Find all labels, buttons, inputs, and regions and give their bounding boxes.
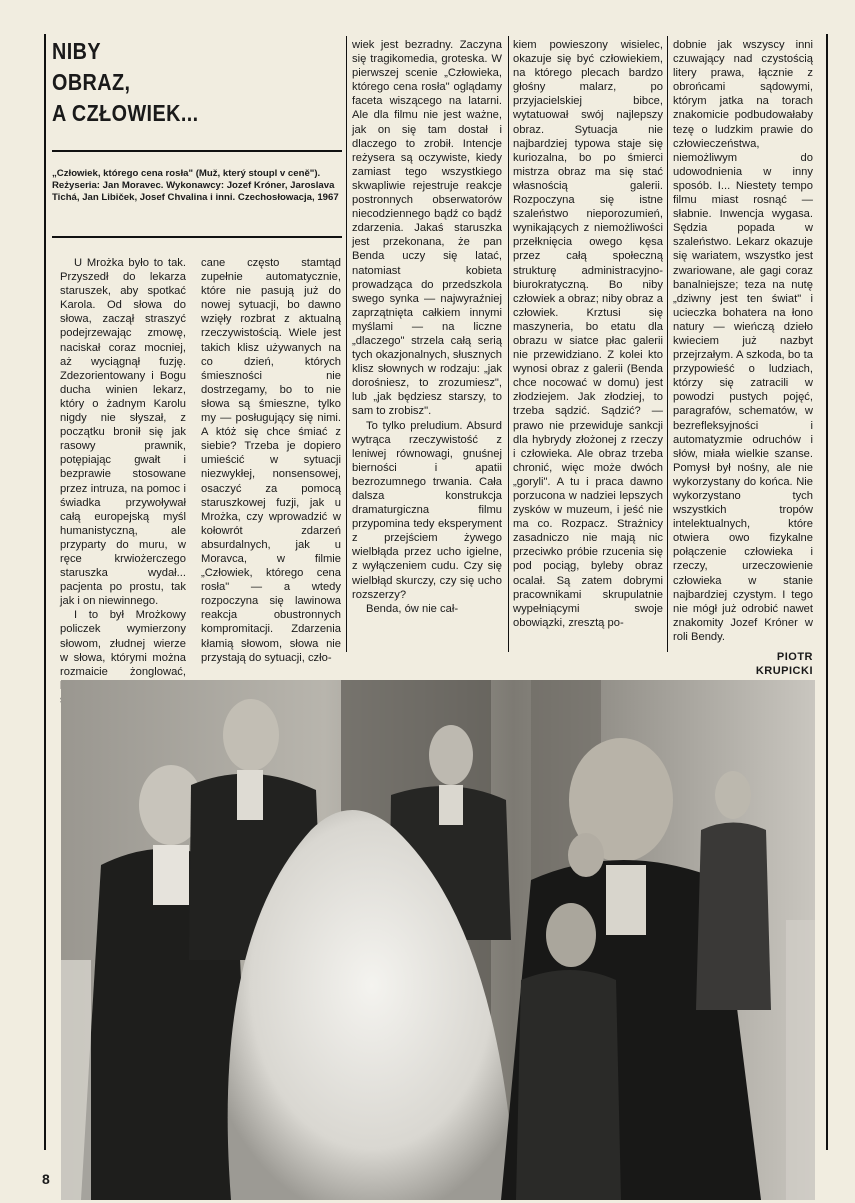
credits-top-rule xyxy=(52,150,342,152)
author-line: KRUPICKI xyxy=(755,665,813,678)
paragraph: kiem powieszony wisielec, okazuje się być człowiekiem, na którego plecach bardzo głośny malarz, po przyjacielskiej bibce, wytatuował swój najlepszy obraz. Sytuacja nie najbardziej typowa staje się kuriozalna, bo po śmierci mistrza obraz ma się stać własnością galerii. Rozpoczyna się istne szaleństwo nieporozumień, wynikających z niemożliwości przełknięcia owego kęsa przez całą społeczną strukturę administracyjno-biurokratyczną. Bo niby człowiek a obraz; niby obraz a człowiek. Krztusi się maszyneria, bo etatu dla obrazu w siatce płac galerii nie przewidziano. Z kolei kto wynosi obraz z galerii (Benda chce nocować w domu) jest złodziejem. Jak złodziej, to trzeba sądzić. Sądzić? — prawo nie przewiduje sankcji dla hybrydy złożonej z rzeczy i człowieka. Ale obraz trzeba chronić, więc może dwóch „goryli". A tu i praca dawno porzucona w nadziei lepszych zysków w muzeum, i jeść nie ma co. Rozpacz. Strażnicy zasadniczo nie mają nic przeciwko próbie rzucenia się pod pociąg, byleby obraz ocalał. Są zatem dobrymi pracownikami skrupulatnie wypełniącymi swoje obowiązki, zresztą po- xyxy=(513,39,663,629)
column-rule-3 xyxy=(667,36,668,652)
column-rule-1 xyxy=(346,36,347,652)
right-margin-rule xyxy=(826,34,828,1150)
paragraph: Benda, ów nie cał- xyxy=(366,602,459,615)
credits-bottom-rule xyxy=(52,236,342,238)
paragraph: To tylko preludium. Absurd wytrąca rzeczywistość z leniwej równowagi, gnuśnej bierności i apatii bezrozumnego trwania. Cała dalsza konstrukcja dramaturgiczna filmu przypomina tedy eksperyment z przejściem żywego wielbłąda przez ucho igielne, z wyłączeniem cudu. Czy się wielbłąd skurczy, czy się ucho rozszerzy? xyxy=(352,419,502,601)
text-column-3 xyxy=(352,38,502,616)
title-line: NIBY xyxy=(52,38,101,64)
paragraph: wiek jest bezradny. Zaczyna się tragikomedia, groteska. W pierwszej scenie „Człowieka, którego cena rosła" oglądamy faceta wiszącego na latarni. Ale dla filmu nie jest ważne, jak on się tam dostał i dlaczego to zrobił. Intencje reżysera są oczywiste, kiedy zamiast tego wszystkiego skwapliwie rejestruje reakcje postronnych obserwatorów niecodziennego bądź co bądź zdarzenia. Jakaś staruszka jest przekonana, że pan Benda uczy się latać, natomiast kobieta prowadząca do przedszkola swego synka — najwyraźniej zaprzątnięta całkiem innymi myślami — na liczne „dlaczego" strzela całą serią tych okazjonalnych, słusznych klisz słownych w rodzaju: „jak dorośniesz, to zrozumiesz", lub „jak będziesz starszy, to sam to zrobisz". xyxy=(352,39,502,418)
paragraph: cane często stamtąd zupełnie automatycznie, które nie pasują już do nowej sytuacji, bo dawno wzięły rozbrat z aktualną rzeczywistością. Wiele jest takich klisz używanych na co dzień, których śmieszności nie dostrzegamy, bo to nie słowa są śmieszne, tylko my — posługujący się nimi. A któż się chce śmiać z siebie? Trzeba je dopiero umieścić w sytuacji niezwykłej, nonsensowej, osaczyć za pomocą staruszkowej fuzji, jak u Mrożka, czy wprowadzić w kołowrót zdarzeń absurdalnych, jak u Moravca, w filmie „Człowiek, którego cena rosła" — a wtedy rozpoczyna się lawinowa reakcja obustronnych kompromitacji. Zdarzenia kłamią słowom, słowa nie przystają do sytuacji, czło- xyxy=(201,257,341,664)
text-column-5 xyxy=(673,38,813,678)
text-column-4 xyxy=(513,38,663,630)
paragraph: U Mrożka było to tak. Przyszedł do lekarza staruszek, aby spotkać Karola. Od słowa do słowa, zaczął straszyć podejrzewając zmowę, naciskał coraz mocniej, aż wyciągnął fuzję. Zdezorientowany i Bogu ducha winien lekarz, który o żadnym Karolu nigdy nie słyszał, z początku bronił się jak rasowy prawnik, potępiając gwałt i bezprawie stosowane przez intruza, na pomoc i świadka przywoływał całą europejską myśl humanistyczną, ale przyparty do muru, w ręce krwiożerczego staruszka wydał... pacjenta po prostu, tak jak i on niewinnego. xyxy=(60,257,186,608)
left-margin-rule xyxy=(44,34,46,1150)
column-rule-2 xyxy=(508,36,509,652)
film-credits: „Człowiek, którego cena rosła" (Muž, který stoupl v ceně"). Reżyseria: Jan Moravec. Wykonawcy: Jozef Króner, Jaroslava Tichá, Jan Libiček, Josef Chvalina i inni. Czechosłowacja, 1967 xyxy=(52,168,339,203)
text-column-1 xyxy=(60,256,186,707)
paragraph: dobnie jak wszyscy inni czuwający nad czystością litery prawa, łącznie z obrońcami sądowymi, którym jatka na torach znakomicie podbudowałaby tezę o ludzkim prawie do człowieczeństwa, niemożliwym do udowodnienia w inny sposób. I... Niestety tempo filmu miast rosnąć — słabnie. Inwencja wygasa. Sędzia popada w szaleństwo. Lekarz okazuje się wariatem, wszystko jest zwariowane, ale gagi coraz banalniejsze; teza na nutę „dziwny jest ten świat" i ucieczka bohatera na łono natury — wieńczą dzieło kwieciem już nazbyt przejrzałym. A szkoda, bo ta przypowieść o ludziach, którzy się zatracili w powodzi pustych pojęć, paragrafów, schematów, w bezrefleksyjności i automatyzmie odruchów i słów, miała wielkie szanse. Pomysł był nośny, ale nie wykorzystany do końca. Nie wykorzystano tych wszystkich tropów intelektualnych, które otwiera owo fizykalne połączenie człowieka i rzeczy, urzeczowienie człowieka w stanie najbardziej czystym. I tego nie mógł już odrobić nawet znakomity Jozef Króner w roli Bendy. xyxy=(673,39,813,643)
film-still-photo xyxy=(61,680,815,1200)
photo-illustration xyxy=(61,680,815,1200)
article-title xyxy=(52,36,301,129)
paragraph: I to był Mrożkowy policzek wymierzony słowom, złudnej wierze w słowa, którymi można rozmaicie żonglować, xyxy=(60,609,186,678)
title-line: OBRAZ, xyxy=(52,69,131,95)
author-signature xyxy=(673,650,813,678)
title-line: A CZŁOWIEK... xyxy=(52,100,199,126)
text-column-2 xyxy=(201,256,341,665)
author-line: PIOTR xyxy=(776,651,813,664)
page-number: 8 xyxy=(42,1171,50,1187)
